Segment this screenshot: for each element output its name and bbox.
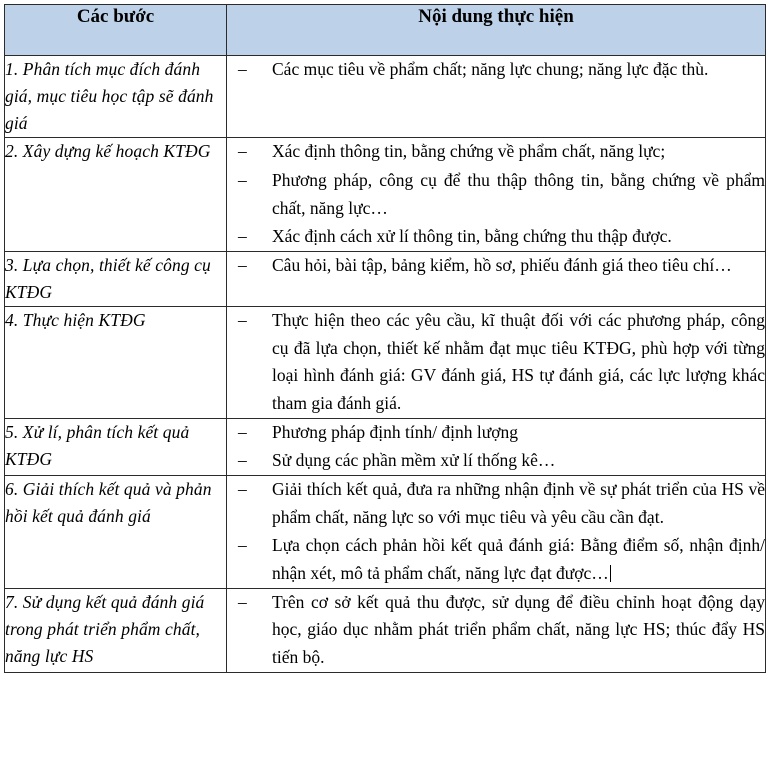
bullet-list <box>227 419 765 475</box>
steps-table <box>4 4 766 673</box>
bullet-dash-marker: – <box>238 450 247 471</box>
step-name-cell: 7. Sử dụng kết quả đánh giá trong phát triển phẩm chất, năng lực HS <box>5 588 227 672</box>
bullet-item <box>227 419 765 447</box>
step-content-cell <box>227 418 766 475</box>
bullet-text: Phương pháp, công cụ để thu thập thông tin, bằng chứng về phẩm chất, năng lực… <box>272 170 765 218</box>
table-row <box>5 56 766 138</box>
bullet-list <box>227 138 765 251</box>
table-body <box>5 56 766 673</box>
bullet-dash-marker: – <box>238 310 247 331</box>
bullet-item <box>227 138 765 166</box>
bullet-item <box>227 589 765 672</box>
bullet-text: Câu hỏi, bài tập, bảng kiểm, hồ sơ, phiếu đánh giá theo tiêu chí… <box>272 254 732 275</box>
bullet-text: Lựa chọn cách phản hồi kết quả đánh giá: Bằng điểm số, nhận định/ nhận xét, mô tả phẩm chất, năng lực đạt được… <box>272 535 765 583</box>
text-cursor <box>610 565 611 582</box>
step-name-cell: 6. Giải thích kết quả và phản hồi kết quả đánh giá <box>5 476 227 589</box>
bullet-item <box>227 56 765 84</box>
table-row <box>5 588 766 672</box>
bullet-dash-marker: – <box>238 141 247 162</box>
table-row <box>5 418 766 475</box>
bullet-list <box>227 252 765 280</box>
bullet-list <box>227 476 765 588</box>
bullet-list <box>227 307 765 418</box>
bullet-text: Phương pháp định tính/ định lượng <box>272 421 519 442</box>
bullet-item <box>227 447 765 475</box>
bullet-dash-marker: – <box>238 591 247 612</box>
bullet-text: Các mục tiêu về phẩm chất; năng lực chung; năng lực đặc thù. <box>272 59 709 79</box>
step-content-cell <box>227 307 766 419</box>
bullet-text: Xác định thông tin, bằng chứng về phẩm chất, năng lực; <box>272 141 666 162</box>
bullet-text: Sử dụng các phần mềm xử lí thống kê… <box>272 450 556 471</box>
bullet-text: Xác định cách xử lí thông tin, bằng chứng thu thập được. <box>272 226 672 247</box>
bullet-list <box>227 589 765 672</box>
bullet-item <box>227 476 765 531</box>
bullet-text: Giải thích kết quả, đưa ra những nhận định về sự phát triển của HS về phẩm chất, năng lực so với mục tiêu và yêu cầu cần đạt. <box>272 479 765 527</box>
table-row <box>5 251 766 306</box>
table-row <box>5 307 766 419</box>
bullet-dash-marker: – <box>238 421 247 442</box>
bullet-list <box>227 56 765 84</box>
step-name-cell: 4. Thực hiện KTĐG <box>5 307 227 419</box>
step-name-cell: 1. Phân tích mục đích đánh giá, mục tiêu học tập sẽ đánh giá <box>5 56 227 138</box>
column-header-content: Nội dung thực hiện <box>227 5 766 56</box>
column-header-steps: Các bước <box>5 5 227 56</box>
bullet-item <box>227 532 765 587</box>
step-content-cell <box>227 251 766 306</box>
step-name-cell: 2. Xây dựng kế hoạch KTĐG <box>5 138 227 252</box>
bullet-text: Trên cơ sở kết quả thu được, sử dụng để điều chỉnh hoạt động dạy học, giáo dục nhằm phát triển phẩm chất, năng lực HS; thúc đẩy HS tiến bộ. <box>272 591 765 667</box>
step-content-cell <box>227 476 766 589</box>
bullet-dash-marker: – <box>238 59 247 79</box>
bullet-dash-marker: – <box>238 170 247 191</box>
table-header-row <box>5 5 766 56</box>
bullet-text: Thực hiện theo các yêu cầu, kĩ thuật đối với các phương pháp, công cụ đã lựa chọn, thiết kế nhằm đạt mục tiêu KTĐG, phù hợp với từng loại hình đánh giá: GV đánh giá, HS tự đánh giá, các lực lượng khác tham gia đánh giá. <box>272 310 765 414</box>
step-name-cell: 3. Lựa chọn, thiết kế công cụ KTĐG <box>5 251 227 306</box>
bullet-item <box>227 167 765 222</box>
bullet-dash-marker: – <box>238 254 247 275</box>
bullet-dash-marker: – <box>238 535 247 556</box>
step-content-cell <box>227 56 766 138</box>
step-content-cell <box>227 588 766 672</box>
step-name-cell: 5. Xử lí, phân tích kết quả KTĐG <box>5 418 227 475</box>
table-header <box>5 5 766 56</box>
table-row <box>5 476 766 589</box>
table-row <box>5 138 766 252</box>
bullet-item <box>227 307 765 418</box>
bullet-item <box>227 252 765 280</box>
bullet-dash-marker: – <box>238 226 247 247</box>
bullet-dash-marker: – <box>238 479 247 500</box>
bullet-item <box>227 223 765 251</box>
step-content-cell <box>227 138 766 252</box>
